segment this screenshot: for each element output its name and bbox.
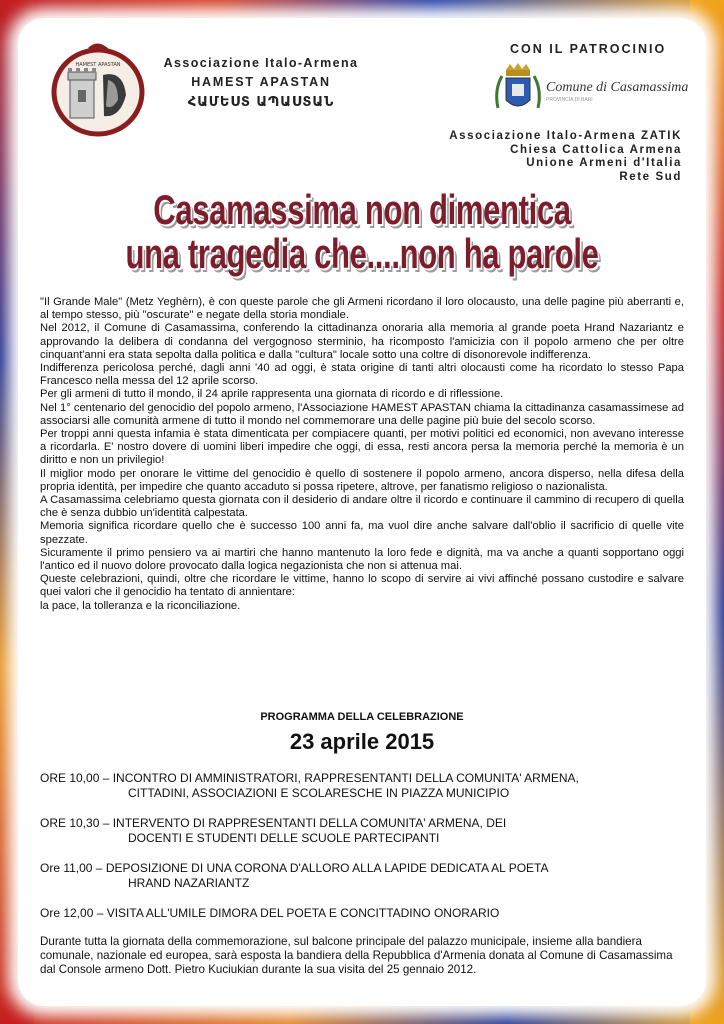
paragraph: "Il Grande Male" (Metz Yeghèrn), è con queste parole che gli Armeni ricordano il loro olocausto, una delle pagine più aberranti e, al tempo stesso, più "oscurate" e negate della storia mondiale. xyxy=(40,296,684,322)
event-time: ORE 10,30 – xyxy=(40,816,110,830)
paragraph: A Casamassima celebriamo questa giornata con il desiderio di andare oltre il ricordo e continuare il cammino di recupero di quella che è senza dubbio un'identità calpestata. xyxy=(40,494,684,520)
event-desc: INTERVENTO DI RAPPRESENTANTI DELLA COMUNITA' ARMENA, DEI xyxy=(112,816,507,830)
patronage-label: CON IL PATROCINIO xyxy=(510,42,667,56)
paragraph: Nel 1° centenario del genocidio del popolo armeno, l'Associazione HAMEST APASTAN chiama la cittadinanza casamassimese ad associarsi alle comunità armene di tutto il mondo nel commemorare una delle pagine più buie del secolo scorso. xyxy=(40,401,684,427)
paragraph: la pace, la tolleranza e la riconciliazione. xyxy=(40,599,241,612)
program-events xyxy=(40,771,684,937)
comune-name: Comune di Casamassima xyxy=(546,80,689,95)
program-title: PROGRAMMA DELLA CELEBRAZIONE xyxy=(260,711,464,723)
association-block xyxy=(156,56,366,110)
event-item xyxy=(40,816,684,845)
event-desc-cont: DOCENTI E STUDENTI DELLE SCUOLE PARTECIPANTI xyxy=(128,830,440,845)
body-text xyxy=(40,296,684,613)
paragraph: Per gli armeni di tutto il mondo, il 24 aprile rappresenta una giornata di ricordo e di riflessione. xyxy=(40,388,504,401)
svg-text:HAMEST APASTAN: HAMEST APASTAN xyxy=(75,62,121,68)
event-desc-cont: CITTADINI, ASSOCIAZIONI E SCOLARESCHE IN PIAZZA MUNICIPIO xyxy=(128,785,510,800)
paragraph: Nel 2012, il Comune di Casamassima, conferendo la cittadinanza onoraria alla memoria al grande poeta Hrand Nazariantz e approvando la delibera di condanna del vergognoso sterminio, ha ricomposto l'amicizia con il popolo armeno che per oltre cinquant'anni era stata sepolta dalla politica e dalla "cultura" locale sotto una coltre di disonorevole indifferenza. xyxy=(40,322,684,361)
partners-list xyxy=(449,130,682,184)
partner-item: Associazione Italo-Armena ZATIK xyxy=(449,130,682,142)
paragraph: Il miglior modo per onorare le vittime del genocidio è quello di sostenere il popolo armeno, ancora disperso, nella difesa della propria identità, per impedire che quanto accaduto si possa ripetere, altrove, per fanatismo religioso o nazionalista. xyxy=(40,467,684,493)
association-title: HAMEST APASTAN xyxy=(191,75,331,89)
event-desc: INCONTRO DI AMMINISTRATORI, RAPPRESENTANTI DELLA COMUNITA' ARMENA, xyxy=(112,771,579,785)
partner-item: Rete Sud xyxy=(619,170,682,183)
coat-of-arms-icon xyxy=(492,60,544,120)
event-desc-cont: HRAND NAZARIANTZ xyxy=(128,875,250,890)
event-item xyxy=(40,906,684,921)
event-item xyxy=(40,861,684,890)
event-desc: DEPOSIZIONE DI UNA CORONA D'ALLORO ALLA LAPIDE DEDICATA AL POETA xyxy=(105,861,549,875)
hamest-apastan-logo xyxy=(48,40,148,138)
paragraph: Indifferenza pericolosa perché, dagli anni '40 ad oggi, è stata origine di tanti altri olocausti come ha ricordato lo stesso Papa Francesco nella messa del 12 aprile scorso. xyxy=(40,362,684,388)
partner-item: Unione Armeni d'Italia xyxy=(526,157,682,169)
closing-note: Durante tutta la giornata della commemorazione, sul balcone principale del palazzo municipale, insieme alla bandiera comunale, nazionale ed europea, sarà esposta la bandiera della Repubblica d'Armenia donata al Comune di Casamassima dal Console armeno Dott. Pietro Kuciukian durante la sua visita del 25 gennaio 2012. xyxy=(40,935,673,976)
association-name: Associazione Italo-Armena xyxy=(163,56,359,70)
event-time: Ore 11,00 – xyxy=(40,861,103,875)
paragraph: Sicuramente il primo pensiero va ai martiri che hanno mantenuto la loro fede e dignità, ma va anche a quanti sopportano oggi l'antico ed il nuovo dolore provocato dalla logica negazionista che non si attenua mai. xyxy=(40,546,684,573)
event-desc: VISITA ALL'UMILE DIMORA DEL POETA E CONCITTADINO ONORARIO xyxy=(106,906,500,920)
association-armenian-title: ՀԱՄԵՍՏ ԱՊԱՍՏԱՆ xyxy=(187,95,335,110)
paragraph: Per troppi anni questa infamia è stata dimenticata per compiacere quanti, per motivi politici ed economici, non avevano interesse a ricordarla. E' nostro dovere di uomini liberi impedire che oggi, di essa, resti ancora persa la memoria perché la memoria è un diritto e non un privilegio! xyxy=(40,428,684,467)
paragraph: Memoria significa ricordare quello che è successo 100 anni fa, ma vuol dire anche salvare dall'oblio il sacrificio di quelle vite spezzate. xyxy=(40,520,684,546)
comune-subtitle: PROVINCIA DI BARI xyxy=(546,97,593,103)
program-date: 23 aprile 2015 xyxy=(289,729,435,754)
event-item xyxy=(40,771,684,800)
event-time: Ore 12,00 – xyxy=(40,906,104,920)
partner-item: Chiesa Cattolica Armena xyxy=(510,143,682,156)
event-time: ORE 10,00 – xyxy=(40,771,110,785)
headline-line-2: una tragedia che....non ha parole xyxy=(125,230,599,277)
headline-line-1: Casamassima non dimentica xyxy=(153,186,571,233)
paragraph: Queste celebrazioni, quindi, oltre che ricordare le vittime, hanno lo scopo di servire ai vivi affinché possano custodire e salvare quei valori che il genocidio ha tentato di annientare: xyxy=(40,573,684,599)
